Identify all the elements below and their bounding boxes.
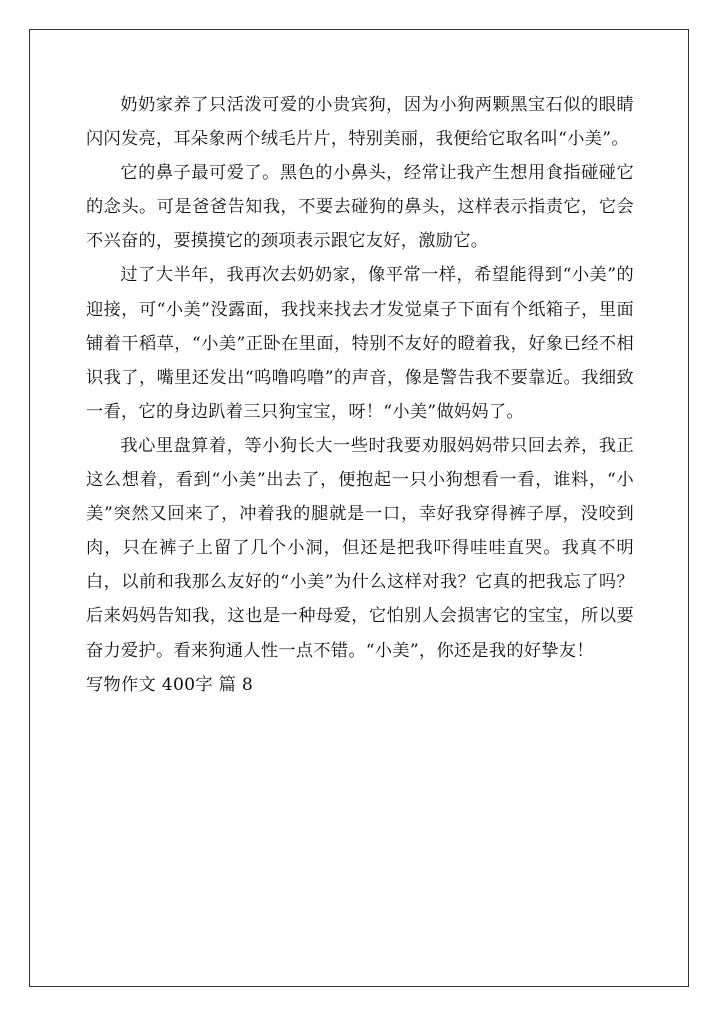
paragraph-4: 我心里盘算着，等小狗长大一些时我要劝服妈妈带只回去养，我正这么想着，看到“小美”出去了，便抱起一只小狗想看一看，谁料，“小美”突然又回来了，冲着我的腿就是一口，幸好我穿得裤子厚，没咬到肉，只在裤子上留了几个小洞，但还是把我吓得哇哇直哭。我真不明白，以前和我那么友好的“小美”为什么这样对我？它真的把我忘了吗？后来妈妈告知我，这也是一种母爱，它怕别人会损害它的宝宝，所以要奋力爱护。看来狗通人性一点不错。“小美”，你还是我的好挚友！ (86, 435, 634, 661)
paragraph-1: 奶奶家养了只活泼可爱的小贵宾狗，因为小狗两颗黑宝石似的眼睛闪闪发亮，耳朵象两个绒毛片片，特别美丽，我便给它取名叫“小美”。 (86, 95, 634, 150)
paragraph-2: 它的鼻子最可爱了。黑色的小鼻头，经常让我产生想用食指碰碰它的念头。可是爸爸告知我，不要去碰狗的鼻头，这样表示指责它，它会不兴奋的，要摸摸它的颈项表示跟它友好，激励它。 (86, 163, 634, 252)
next-section-title: 写物作文 400字 篇 8 (86, 674, 254, 695)
document-body (86, 88, 634, 702)
paragraph-3: 过了大半年，我再次去奶奶家，像平常一样，希望能得到“小美”的迎接，可“小美”没露面，我找来找去才发觉桌子下面有个纸箱子，里面铺着干稻草，“小美”正卧在里面，特别不友好的瞪着我，好象已经不相识我了，嘴里还发出“呜噜呜噜”的声音，像是警告我不要靠近。我细致一看，它的身边趴着三只狗宝宝，呀！“小美”做妈妈了。 (86, 265, 634, 422)
